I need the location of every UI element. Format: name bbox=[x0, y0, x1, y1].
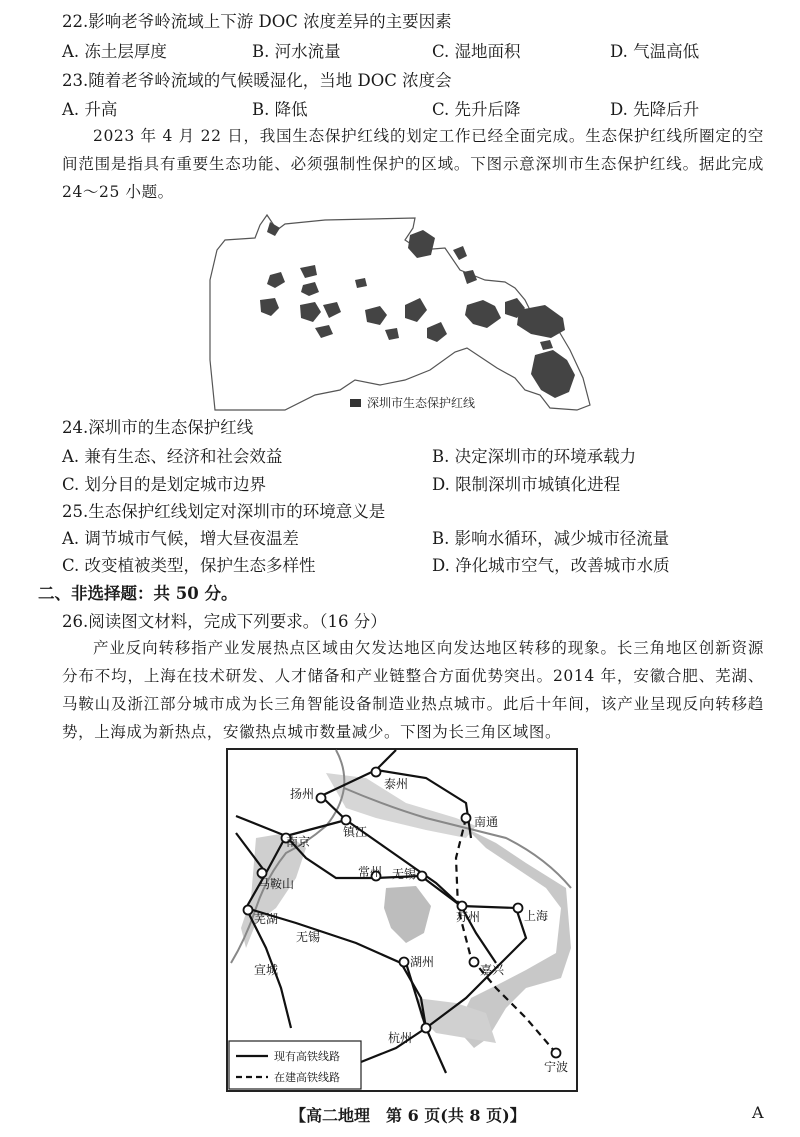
q26-stem: 26.阅读图文材料，完成下列要求。（16 分） bbox=[62, 612, 387, 631]
q23-option-c: C. 先升后降 bbox=[432, 100, 521, 119]
q22-stem: 22.影响老爷岭流域上下游 DOC 浓度差异的主要因素 bbox=[62, 12, 452, 31]
q24-option-b: B. 决定深圳市的环境承载力 bbox=[432, 447, 637, 466]
city-label-yangzhou: 扬州 bbox=[290, 787, 315, 801]
q24-option-c: C. 划分目的是划定城市边界 bbox=[62, 475, 267, 494]
q23-option-a: A. 升高 bbox=[62, 100, 118, 119]
city-label-ningbo: 宁波 bbox=[544, 1060, 569, 1074]
city-label-wuhu: 芜湖 bbox=[254, 912, 279, 926]
q25-option-a: A. 调节城市气候，增大昼夜温差 bbox=[62, 529, 299, 548]
q23-option-d: D. 先降后升 bbox=[610, 100, 700, 119]
footer-version: A bbox=[752, 1103, 764, 1122]
q25-option-d: D. 净化城市空气，改善城市水质 bbox=[432, 556, 670, 575]
q22-option-b: B. 河水流量 bbox=[252, 42, 341, 61]
q24-option-a: A. 兼有生态、经济和社会效益 bbox=[62, 447, 283, 466]
city-label-wuxi-east: 无锡 bbox=[392, 867, 417, 881]
city-label-taizhou: 泰州 bbox=[384, 777, 409, 791]
city-label-changzhou: 常州 bbox=[358, 865, 383, 879]
legend-swatch bbox=[350, 399, 361, 407]
section-heading: 二、非选择题：共 50 分。 bbox=[38, 584, 238, 603]
q22-option-c: C. 湿地面积 bbox=[432, 42, 521, 61]
city-label-jiaxing: 嘉兴 bbox=[480, 963, 505, 977]
city-label-wuxi-west: 无锡 bbox=[296, 930, 321, 944]
q25-option-b: B. 影响水循环，减少城市径流量 bbox=[432, 529, 670, 548]
q22-option-a: A. 冻土层厚度 bbox=[62, 42, 167, 61]
city-label-zhenjiang: 镇江 bbox=[343, 825, 368, 839]
city-label-maanshan: 马鞍山 bbox=[258, 877, 295, 891]
passage-ecological-redline: 2023 年 4 月 22 日，我国生态保护红线的划定工作已经全面完成。生态保护红线所圈定的空间范围是指具有重要生态功能、必须强制性保护的区域。下图示意深圳市生态保护红线。据此完成 24～25 小题。 bbox=[62, 127, 764, 201]
shenzhen-redline-map bbox=[205, 210, 595, 419]
yangtze-delta-map bbox=[226, 748, 578, 1096]
q22-option-d: D. 气温高低 bbox=[610, 42, 700, 61]
q24-option-d: D. 限制深圳市城镇化进程 bbox=[432, 475, 621, 494]
footer-title: 【高二地理 第 6 页(共 8 页)】 bbox=[290, 1106, 526, 1125]
q23-stem: 23.随着老爷岭流域的气候暖湿化，当地 DOC 浓度会 bbox=[62, 71, 452, 90]
city-label-xuancheng: 宣城 bbox=[254, 963, 279, 977]
city-label-huzhou: 湖州 bbox=[410, 955, 435, 969]
q23-option-b: B. 降低 bbox=[252, 100, 308, 119]
legend-building-rail: 在建高铁线路 bbox=[274, 1071, 340, 1084]
map1-legend-label: 深圳市生态保护红线 bbox=[367, 396, 476, 410]
legend-existing-rail: 现有高铁线路 bbox=[274, 1050, 340, 1063]
q25-option-c: C. 改变植被类型，保护生态多样性 bbox=[62, 556, 316, 575]
city-label-nanjing: 南京 bbox=[286, 835, 311, 849]
q25-stem: 25.生态保护红线划定对深圳市的环境意义是 bbox=[62, 502, 386, 521]
city-label-hangzhou: 杭州 bbox=[388, 1031, 413, 1045]
q24-stem: 24.深圳市的生态保护红线 bbox=[62, 418, 254, 437]
city-label-suzhou: 苏州 bbox=[456, 910, 481, 924]
q26-passage: 产业反向转移指产业发展热点区域由欠发达地区向发达地区转移的现象。长三角地区创新资源分布不均，上海在技术研发、人才储备和产业链整合方面优势突出。2014 年，安徽合肥、芜湖、马鞍山及浙江部分城市成为长三角智能设备制造业热点城市。此后十年间，该产业呈现反向转移趋势，上海成为新热点，安徽热点城市数量减少。下图为长三角区域图。 bbox=[62, 639, 764, 741]
city-label-nantong: 南通 bbox=[474, 815, 499, 829]
city-label-shanghai: 上海 bbox=[524, 909, 549, 923]
